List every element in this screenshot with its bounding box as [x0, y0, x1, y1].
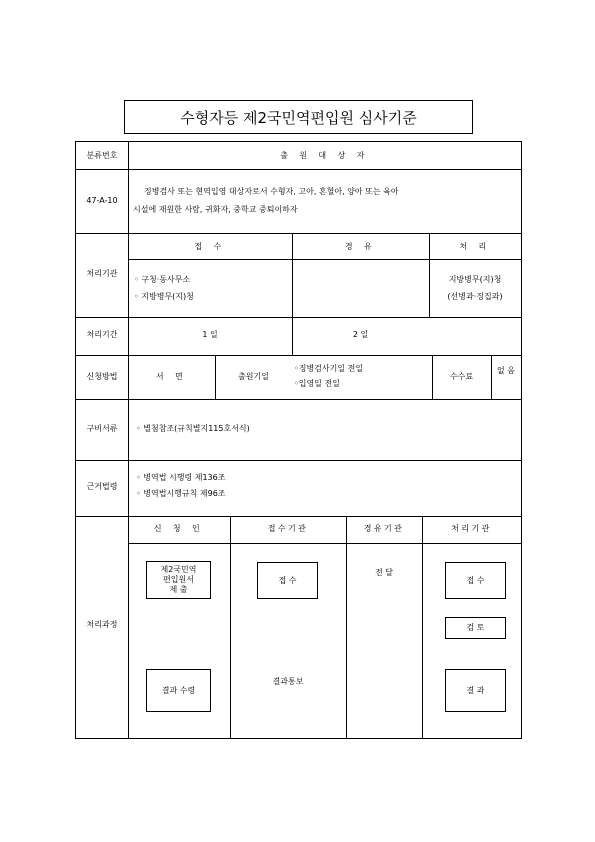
row-divider	[76, 355, 521, 356]
classification-label: 분류번호	[86, 151, 118, 160]
eligibility-description-line2: 시설에 재원한 사람, 귀화자, 중학교 중퇴이하자	[133, 205, 298, 214]
submit-application-box	[146, 561, 211, 599]
result-text: 결 과	[466, 685, 485, 695]
col-receive-header: 접 수	[194, 242, 226, 251]
label-column-divider	[128, 142, 129, 738]
row-divider	[76, 460, 521, 461]
row-divider	[76, 317, 521, 318]
row-divider	[76, 169, 521, 170]
fee-value: 없 음	[497, 366, 515, 375]
law-label: 근거법령	[86, 482, 118, 491]
col-process-header: 처 리	[459, 242, 491, 251]
process-agency-line2: (선병과·징집과)	[447, 292, 503, 301]
deadline-label: 출원기일	[238, 372, 269, 381]
row-divider	[76, 399, 521, 400]
applicant-target-header: 출 원 대 상 자	[280, 151, 369, 160]
receive-period: 1 일	[202, 330, 218, 339]
documents-label: 구비서류	[86, 424, 118, 433]
process-receive-box	[445, 562, 506, 599]
page-title-text: 수형자등 제2국민역편입원 심사기준	[180, 108, 417, 127]
agency-label: 처리기관	[86, 269, 118, 278]
col-via-agency-header: 경유기관	[363, 524, 405, 533]
col-process-agency-header: 처리기관	[451, 524, 492, 533]
result-receive-box	[146, 669, 211, 712]
review-text: 검 토	[466, 623, 485, 632]
page-title	[124, 100, 473, 134]
method-value: 서 면	[155, 372, 188, 381]
classification-code: 47-A-10	[86, 196, 118, 205]
row-divider	[76, 233, 521, 234]
row-divider	[128, 543, 521, 544]
deadline-line1: ◦징병검사기일 전일	[294, 364, 364, 373]
col-applicant-header: 신 청 인	[153, 524, 205, 533]
receive-box	[257, 562, 318, 599]
method-label: 신청방법	[86, 372, 118, 381]
process-label: 처리과정	[86, 620, 118, 629]
law-item-2: ◦ 병역법시행규칙 제96조	[136, 489, 226, 498]
law-item-1: ◦ 병역법 시행령 제136조	[136, 473, 226, 482]
receive-agency-1: ◦ 구청·동사무소	[134, 275, 191, 284]
process-period: 2 일	[352, 330, 369, 339]
result-receive-text: 결과 수령	[161, 685, 196, 695]
via-transfer-text: 전 달	[375, 568, 393, 577]
result-box	[445, 669, 506, 712]
row-divider	[128, 259, 521, 260]
result-notify-text: 결과통보	[272, 677, 304, 686]
column-divider	[230, 516, 231, 738]
col-receive-agency-header: 접수기관	[267, 524, 309, 533]
submit-line1: 제2국민역	[160, 565, 197, 574]
submit-line2: 편입원서	[163, 575, 194, 584]
receive-box-text: 접 수	[278, 575, 297, 585]
col-via-header: 경 유	[344, 242, 377, 251]
fee-label: 수수료	[449, 372, 474, 381]
row-divider	[76, 516, 521, 517]
column-divider	[491, 355, 492, 399]
submit-line3: 제 출	[169, 585, 188, 594]
column-divider	[346, 516, 347, 738]
deadline-line2: ◦입영일 전일	[294, 379, 340, 388]
review-box	[445, 617, 506, 639]
receive-agency-2: ◦ 지방병무(지)청	[134, 292, 194, 301]
column-divider	[422, 516, 423, 738]
process-receive-text: 접 수	[466, 575, 485, 585]
criteria-form	[75, 141, 522, 739]
process-agency-line1: 지방병무(지)청	[448, 275, 502, 284]
period-label: 처리기간	[86, 330, 118, 339]
documents-item-1: ◦ 별첨참조(규칙별지115호서식)	[136, 424, 250, 433]
eligibility-description-line1: 징병검사 또는 현역입영 대상자로서 수형자, 고아, 혼혈아, 양아 또는 육아	[144, 187, 399, 196]
